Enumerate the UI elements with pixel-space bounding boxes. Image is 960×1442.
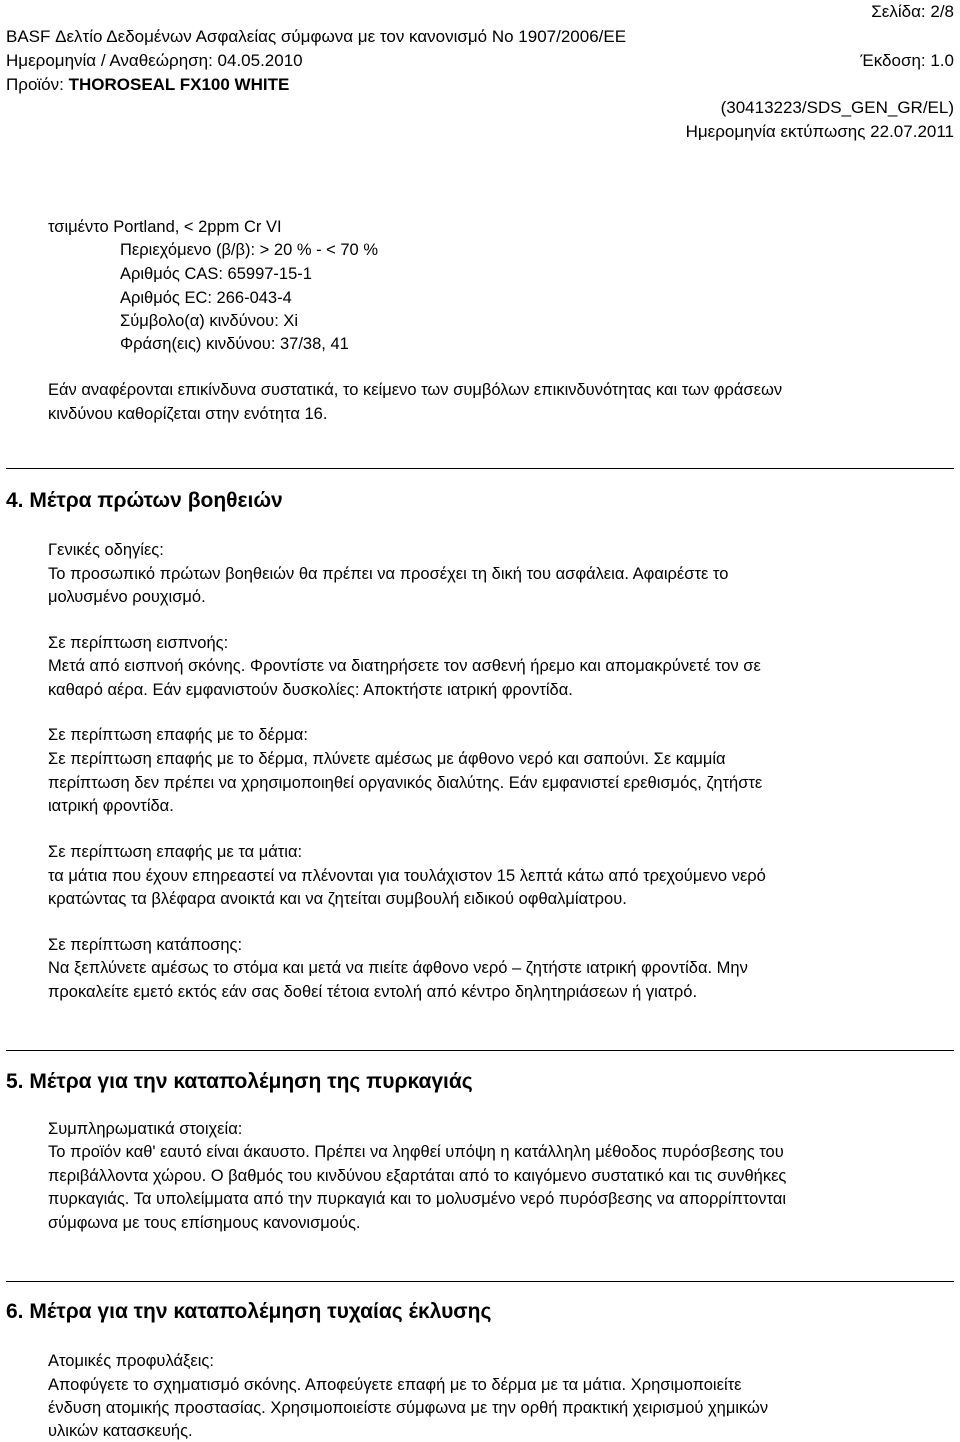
skin-line-3: ιατρική φροντίδα. [48, 797, 174, 815]
document-title: BASF Δελτίο Δεδομένων Ασφαλείας σύμφωνα με τον κανονισμό No 1907/2006/EE [6, 27, 627, 46]
ingredient-phrases: Φράση(εις) κινδύνου: 37/38, 41 [120, 335, 349, 353]
revision-date: Ημερομηνία / Αναθεώρηση: 04.05.2010 [6, 51, 303, 70]
section-divider [6, 468, 954, 469]
personal-line-1: Αποφύγετε το σχηματισμό σκόνης. Αποφεύγετε επαφή με το δέρμα με τα μάτια. Χρησιμοποιείτε [48, 1376, 742, 1394]
general-line-1: Το προσωπικό πρώτων βοηθειών θα πρέπει να προσέχει τη δική του ασφάλεια. Αφαιρέστε το [48, 565, 729, 583]
fire-info-line-1: Το προϊόν καθ' εαυτό είναι άκαυστο. Πρέπει να ληφθεί υπόψη η κατάλληλη μέθοδος πυρόσβεσης του [48, 1143, 784, 1161]
eyes-label: Σε περίπτωση επαφής με τα μάτια: [48, 843, 303, 861]
ingredient-cas: Αριθμός CAS: 65997-15-1 [120, 265, 312, 283]
fire-info-line-3: πυρκαγιάς. Τα υπολείμματα από την πυρκαγιά και το μολυσμένο νερό πυρόσβεσης να απορρίπτονται [48, 1190, 787, 1208]
section-6-title: 6. Μέτρα για την καταπολέμηση τυχαίας έκλυσης [6, 1300, 492, 1323]
hazard-note-line-1: Εάν αναφέρονται επικίνδυνα συστατικά, το κείμενο των συμβόλων επικινδυνότητας και των φράσεων [48, 381, 783, 399]
skin-label: Σε περίπτωση επαφής με το δέρμα: [48, 726, 308, 744]
personal-line-3: υλικών κατασκευής. [48, 1422, 193, 1440]
print-date: Ημερομηνία εκτύπωσης 22.07.2011 [685, 122, 954, 141]
section-divider [6, 1050, 954, 1051]
ingestion-label: Σε περίπτωση κατάποσης: [48, 936, 243, 954]
ingredient-content: Περιεχόμενο (β/β): > 20 % - < 70 % [120, 241, 378, 259]
general-label: Γενικές οδηγίες: [48, 541, 164, 559]
product-label: Προϊόν: [6, 75, 69, 94]
document-code: (30413223/SDS_GEN_GR/EL) [720, 98, 954, 117]
version: Έκδοση: 1.0 [860, 51, 954, 70]
ingestion-line-1: Να ξεπλύνετε αμέσως το στόμα και μετά να πιείτε άφθονο νερό – ζητήστε ιατρική φροντίδα. Μην [48, 959, 748, 977]
personal-label: Ατομικές προφυλάξεις: [48, 1352, 214, 1370]
section-5-title: 5. Μέτρα για την καταπολέμηση της πυρκαγιάς [6, 1070, 473, 1093]
inhalation-line-1: Μετά από εισπνοή σκόνης. Φροντίστε να διατηρήσετε τον ασθενή ήρεμο και απομακρύνετέ τον σε [48, 657, 761, 675]
skin-line-1: Σε περίπτωση επαφής με το δέρμα, πλύνετε αμέσως με άφθονο νερό και σαπούνι. Σε καμμία [48, 750, 726, 768]
fire-info-label: Συμπληρωματικά στοιχεία: [48, 1120, 243, 1138]
inhalation-line-2: καθαρό αέρα. Εάν εμφανιστούν δυσκολίες: Αποκτήστε ιατρική φροντίδα. [48, 681, 573, 699]
skin-line-2: περίπτωση δεν πρέπει να χρησιμοποιηθεί οργανικός διαλύτης. Εάν εμφανιστεί ερεθισμός, ζητήστε [48, 774, 763, 792]
product-line [6, 75, 289, 95]
section-divider [6, 1281, 954, 1282]
ingredient-name: τσιμέντο Portland, < 2ppm Cr VI [48, 218, 282, 236]
personal-line-2: ένδυση ατομικής προστασίας. Χρησιμοποιείστε σύμφωνα με την ορθή πρακτική χειρισμού χημικών [48, 1399, 769, 1417]
ingredient-symbol: Σύμβολο(α) κινδύνου: Xi [120, 312, 299, 330]
fire-info-line-2: περιβάλλοντα χώρου. Ο βαθμός του κινδύνου εξαρτάται από το καιγόμενο συστατικό και τις συνθήκες [48, 1167, 787, 1185]
general-line-2: μολυσμένο ρουχισμό. [48, 588, 206, 606]
fire-info-line-4: σύμφωνα με τους επίσημους κανονισμούς. [48, 1214, 361, 1232]
page-number: Σελίδα: 2/8 [871, 2, 954, 21]
section-4-title: 4. Μέτρα πρώτων βοηθειών [6, 489, 283, 512]
hazard-note-line-2: κινδύνου καθορίζεται στην ενότητα 16. [48, 405, 328, 423]
ingestion-line-2: προκαλείτε εμετό εκτός εάν σας δοθεί τέτοια εντολή από κέντρο δηλητηριάσεων ή γιατρό. [48, 983, 698, 1001]
product-name: THOROSEAL FX100 WHITE [68, 75, 290, 94]
ingredient-ec: Αριθμός EC: 266-043-4 [120, 289, 292, 307]
eyes-line-1: τα μάτια που έχουν επηρεαστεί να πλένονται για τουλάχιστον 15 λεπτά κάτω από τρεχούμενο νερό [48, 867, 766, 885]
eyes-line-2: κρατώντας τα βλέφαρα ανοικτά και να ζητείται συμβουλή ειδικού οφθαλμίατρου. [48, 890, 627, 908]
inhalation-label: Σε περίπτωση εισπνοής: [48, 634, 229, 652]
